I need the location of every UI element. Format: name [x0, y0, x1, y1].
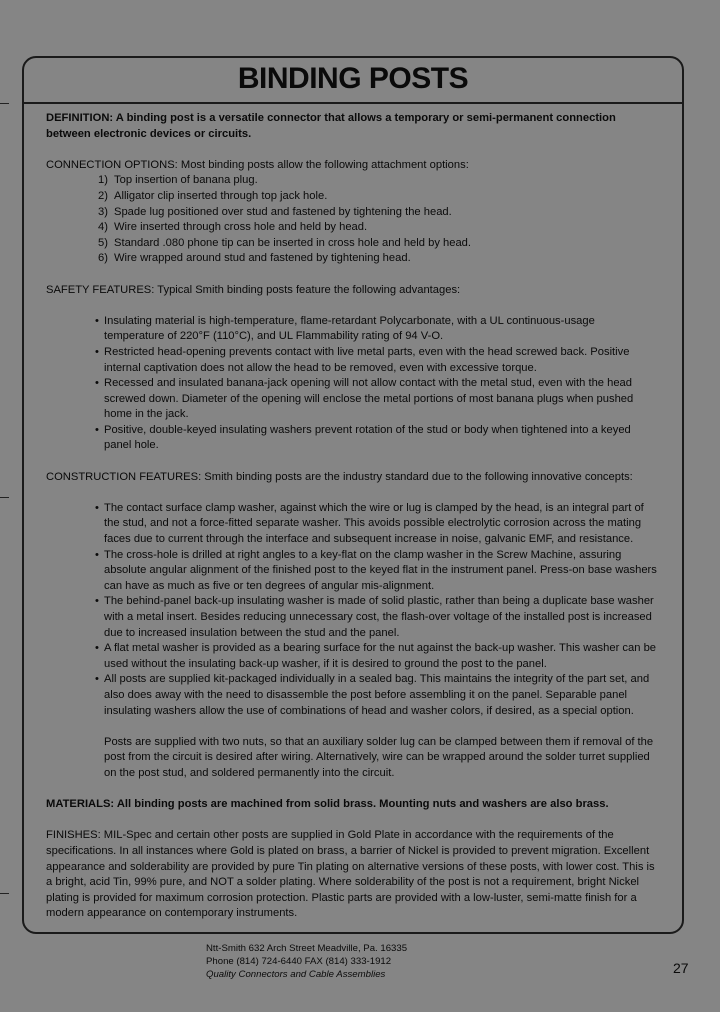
title-divider: [24, 102, 682, 104]
list-item: 1) Top insertion of banana plug.: [98, 174, 258, 187]
list-item: 5) Standard .080 phone tip can be inserted in cross hole and held by head.: [98, 236, 472, 249]
list-item: • The behind-panel back-up insulating washer is made of solid plastic, rather than being a duplicate base washer with a metal insert. Besides reducing unnecessary cost, the flash-over voltage of the installed post is increased due to increased insulation between the stud and the panel.: [95, 595, 654, 639]
document-body: [46, 111, 658, 922]
footer-tagline: Quality Connectors and Cable Assemblies: [206, 969, 386, 980]
list-item: • The contact surface clamp washer, against which the wire or lug is clamped by the head, is an integral part of the stud, and not a force-fitted separate washer. This avoids possible electrolytic corrosion across the mating faces due to current through the interface and subsequent increase in noise, galvanic EMF, and resistance.: [95, 501, 644, 546]
content-frame: [22, 56, 684, 934]
list-item: • Restricted head-opening prevents contact with live metal parts, even with the head screwed back. Positive internal captivation does not allow the head to be removed, even with excessive torque.: [95, 345, 630, 374]
list-item: 4) Wire inserted through cross hole and held by head.: [98, 221, 368, 234]
list-item: • A flat metal washer is provided as a bearing surface for the nut against the back-up washer. This washer can be used without the insulating back-up washer, if it is desired to ground the post to the panel.: [95, 642, 657, 670]
construction-features-list: [46, 501, 658, 719]
margin-tick: [0, 497, 9, 498]
safety-features-list: [46, 314, 658, 454]
connection-intro: CONNECTION OPTIONS: Most binding posts allow the following attachment options:: [46, 158, 469, 171]
construction-intro: CONSTRUCTION FEATURES: Smith binding posts are the industry standard due to the following innovative concepts:: [46, 470, 633, 483]
list-item: 3) Spade lug positioned over stud and fastened by tightening the head.: [98, 205, 452, 218]
page-title: BINDING POSTS: [237, 62, 469, 95]
finishes-paragraph: FINISHES: MIL-Spec and certain other posts are supplied in Gold Plate in accordance with the requirements of the specifications. In all instances where Gold is plated on brass, a barrier of Nickel is provided to prevent migration. Excellent appearance and solderability are provided by pure Tin plating on alternative versions of these posts, with lower cost. This is a bright, acid Tin, 99% pure, and NOT a solder plating. Where solderability of the post is not a requirement, bright Nickel plating is provided for maximum corrosion protection. Plastic parts are provided with a low-luster, semi-matte finish for a modern appearance on contemporary instruments.: [46, 829, 655, 920]
construction-closing: Posts are supplied with two nuts, so that an auxiliary solder lug can be clamped between them if removal of the post from the circuit is desired after wiring. Alternatively, wire can be wrapped around the solder turret supplied on the post stud, and soldered permanently into the circuit.: [104, 735, 654, 779]
list-item: 6) Wire wrapped around stud and fastened by tightening head.: [98, 252, 411, 265]
footer-phone: Phone (814) 724-6440 FAX (814) 333-1912: [206, 956, 392, 967]
definition-paragraph: DEFINITION: A binding post is a versatile connector that allows a temporary or semi-permanent connection between electronic devices or circuits.: [46, 112, 616, 140]
list-item: 2) Alligator clip inserted through top jack hole.: [98, 189, 328, 202]
list-item: • All posts are supplied kit-packaged individually in a sealed bag. This maintains the integrity of the part set, and also does away with the need to disassemble the post before assembling it on the panel. Separable panel insulating washers allow the use of combinations of head and washer colors, if desired, as a special option.: [95, 673, 650, 717]
margin-tick: [0, 103, 9, 104]
safety-intro: SAFETY FEATURES: Typical Smith binding posts feature the following advantages:: [46, 283, 461, 296]
connection-options-list: [46, 173, 658, 267]
page-number: 27: [673, 960, 689, 976]
footer-contact: [206, 942, 407, 981]
list-item: • The cross-hole is drilled at right angles to a key-flat on the clamp washer in the Screw Machine, assuring absolute angular alignment of the finished post to the keyed flat in the instrument panel. Press-on base washers can have as much as five or ten degrees of angular mis-alignment.: [95, 548, 657, 592]
margin-tick: [0, 893, 9, 894]
footer-address: Ntt-Smith 632 Arch Street Meadville, Pa. 16335: [206, 943, 408, 954]
list-item: • Positive, double-keyed insulating washers prevent rotation of the stud or body when tightened into a keyed panel hole.: [95, 423, 631, 452]
materials-paragraph: MATERIALS: All binding posts are machined from solid brass. Mounting nuts and washers are also brass.: [46, 798, 609, 811]
list-item: • Insulating material is high-temperature, flame-retardant Polycarbonate, with a UL continuous-usage temperature of 220°F (110°C), and UL Flammability rating of 94 V-O.: [95, 314, 595, 343]
list-item: • Recessed and insulated banana-jack opening will not allow contact with the metal stud, even with the head screwed down. Diameter of the opening will enclose the metal portions of most banana plugs when pushed home in the jack.: [95, 377, 634, 421]
